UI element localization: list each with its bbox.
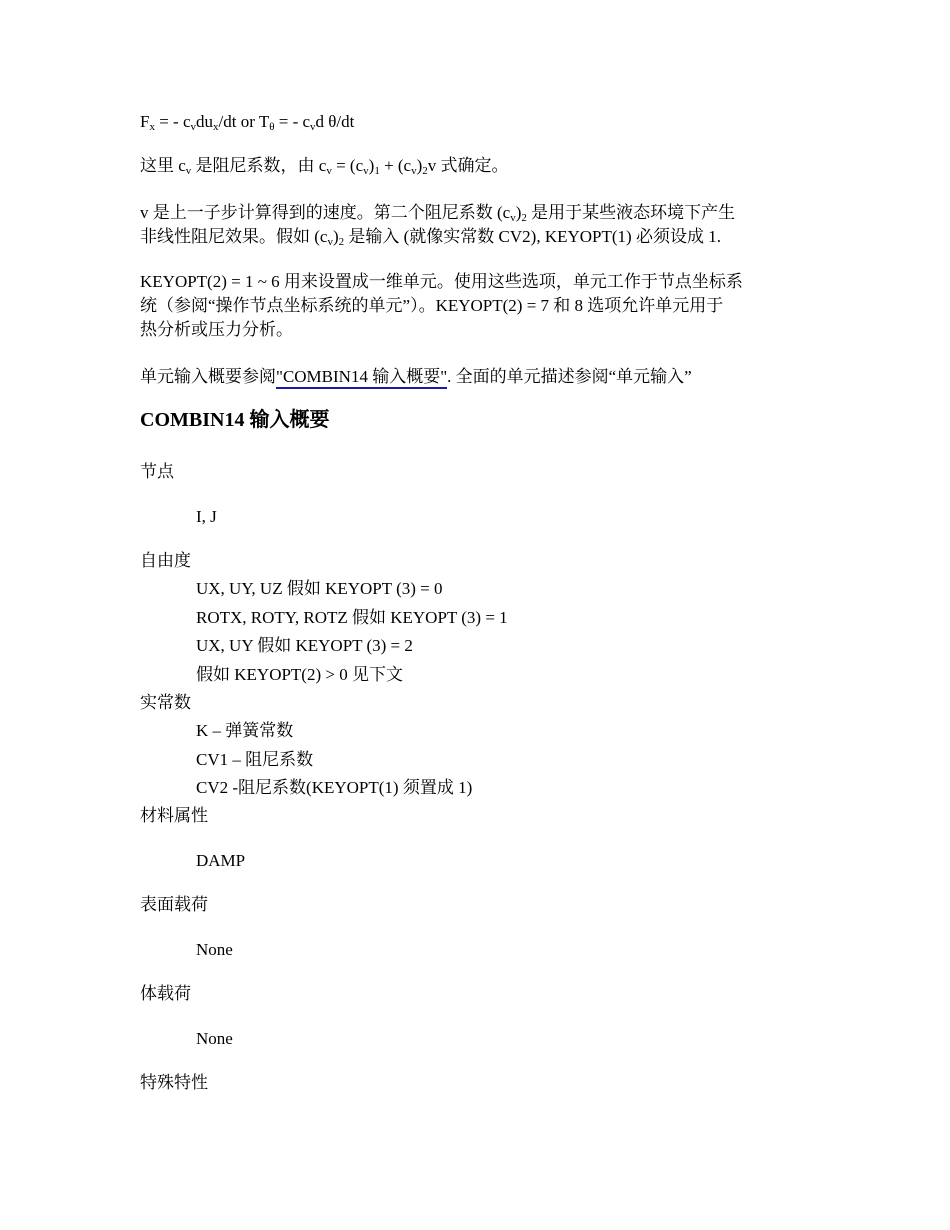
surface-loads-value: None <box>196 940 233 959</box>
text: ) <box>368 156 375 175</box>
formula-text: du <box>196 112 214 131</box>
body-loads-label: 体载荷 <box>140 984 191 1003</box>
formula-text: F <box>140 112 150 131</box>
special-features-label: 特殊特性 <box>140 1073 208 1092</box>
text: ) <box>515 203 522 222</box>
text: ) <box>332 227 339 246</box>
formula-text: = - c <box>154 112 191 131</box>
keyopt-paragraph-line1: KEYOPT(2) = 1 ~ 6 用来设置成一维单元。使用这些选项，单元工作于节点坐标系 <box>140 272 743 291</box>
nodes-label: 节点 <box>140 462 174 481</box>
velocity-paragraph-line2 <box>140 225 820 249</box>
text: 是用于某些液态环境下产生 <box>526 203 736 222</box>
combin14-input-summary-link[interactable]: "COMBIN14 输入概要" <box>276 367 447 389</box>
subscript: v <box>327 236 333 248</box>
velocity-paragraph-line1 <box>140 201 820 225</box>
formula-text: /dt or T <box>218 112 270 131</box>
dof-item: ROTX, ROTY, ROTZ 假如 KEYOPT (3) = 1 <box>196 608 508 627</box>
surface-loads-label: 表面载荷 <box>140 895 208 914</box>
section-heading <box>140 406 329 434</box>
text: ) <box>416 156 423 175</box>
formula-subscript: θ <box>269 121 275 133</box>
damping-force-formula <box>140 110 820 134</box>
subscript: 2 <box>521 212 527 224</box>
subscript: 1 <box>374 165 380 177</box>
heading-element-name: COMBIN14 <box>140 409 245 431</box>
formula-text: d θ/dt <box>315 112 355 131</box>
real-constants-label: 实常数 <box>140 693 191 712</box>
real-constant-item: CV2 -阻尼系数(KEYOPT(1) 须置成 1) <box>196 778 473 797</box>
dof-item: UX, UY 假如 KEYOPT (3) = 2 <box>196 636 413 655</box>
text: v 式确定。 <box>427 156 509 175</box>
formula-subscript: v <box>190 121 197 133</box>
text: 单元输入概要参阅 <box>140 367 276 386</box>
real-constant-item: CV1 – 阻尼系数 <box>196 750 314 769</box>
material-properties-value: DAMP <box>196 851 246 870</box>
text: + (c <box>379 156 412 175</box>
subscript: 2 <box>338 236 345 248</box>
text: 非线性阻尼效果。假如 (c <box>140 227 328 246</box>
keyopt-paragraph-line3: 热分析或压力分析。 <box>140 320 293 339</box>
dof-item: UX, UY, UZ 假如 KEYOPT (3) = 0 <box>196 579 443 598</box>
text: 是输入 (就像实常数 CV2), KEYOPT(1) 必须设成 1. <box>344 227 721 246</box>
formula-text: = - c <box>274 112 311 131</box>
keyopt-paragraph-line2: 统（参阅“操作节点坐标系统的单元”）。KEYOPT(2) = 7 和 8 选项允许单元用于 <box>140 296 724 315</box>
input-summary-reference <box>140 365 820 389</box>
body-loads-value: None <box>196 1029 233 1048</box>
subscript: v <box>185 165 192 177</box>
text: 这里 c <box>140 156 186 175</box>
damping-coefficient-paragraph <box>140 154 820 178</box>
text: v 是上一子步计算得到的速度。第二个阻尼系数 (c <box>140 203 511 222</box>
dof-item: 假如 KEYOPT(2) > 0 见下文 <box>196 665 403 684</box>
subscript: v <box>326 165 332 177</box>
text: 是阻尼系数，由 c <box>191 156 327 175</box>
real-constant-item: K – 弹簧常数 <box>196 721 294 740</box>
subscript: v <box>363 165 369 177</box>
subscript: 2 <box>422 165 428 177</box>
text: . 全面的单元描述参阅“单元输入” <box>447 367 692 386</box>
subscript: v <box>411 165 417 177</box>
nodes-value: I, J <box>196 507 217 526</box>
heading-text: 输入概要 <box>244 409 330 431</box>
subscript: v <box>510 212 516 224</box>
material-properties-label: 材料属性 <box>140 806 208 825</box>
formula-subscript: x <box>149 121 155 133</box>
formula-subscript: x <box>213 121 219 133</box>
dof-label: 自由度 <box>140 551 191 570</box>
text: = (c <box>331 156 364 175</box>
formula-subscript: v <box>310 121 316 133</box>
